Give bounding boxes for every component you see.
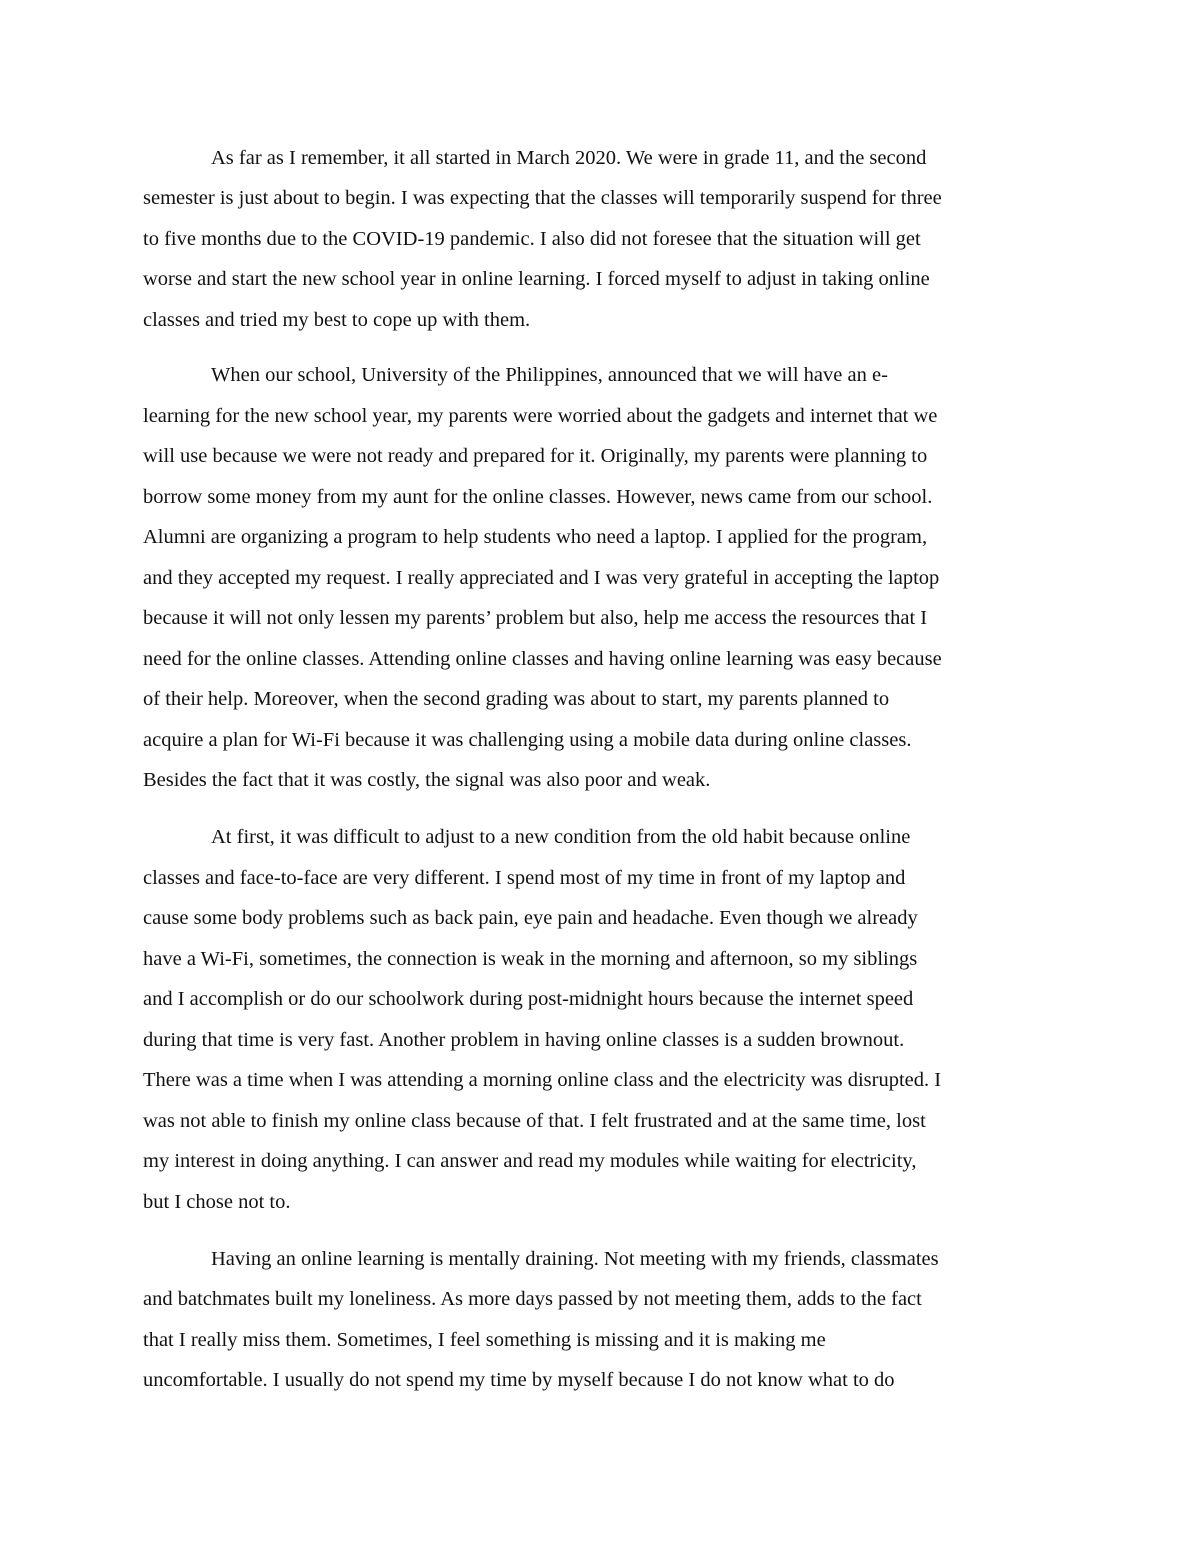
paragraph-line: semester is just about to begin. I was expecting that the classes will temporarily suspend for three <box>143 187 942 209</box>
paragraph-line: that I really miss them. Sometimes, I feel something is missing and it is making me <box>143 1329 826 1351</box>
paragraph-line: learning for the new school year, my parents were worried about the gadgets and internet that we <box>143 405 938 427</box>
paragraph-line: classes and tried my best to cope up with them. <box>143 309 531 331</box>
paragraph-line: Besides the fact that it was costly, the signal was also poor and weak. <box>143 769 711 791</box>
paragraph-line: worse and start the new school year in online learning. I forced myself to adjust in taking online <box>143 268 930 290</box>
paragraph-line: At first, it was difficult to adjust to a new condition from the old habit because online <box>211 826 911 848</box>
paragraph-line: cause some body problems such as back pain, eye pain and headache. Even though we already <box>143 907 918 929</box>
paragraph-line: have a Wi-Fi, sometimes, the connection is weak in the morning and afternoon, so my siblings <box>143 948 918 970</box>
paragraph-line: to five months due to the COVID-19 pandemic. I also did not foresee that the situation will get <box>143 228 921 250</box>
paragraph-line: Alumni are organizing a program to help students who need a laptop. I applied for the program, <box>143 526 928 548</box>
paragraph-line: of their help. Moreover, when the second grading was about to start, my parents planned to <box>143 688 890 710</box>
paragraph-line: my interest in doing anything. I can answer and read my modules while waiting for electricity, <box>143 1150 917 1172</box>
paragraph-line: and batchmates built my loneliness. As more days passed by not meeting them, adds to the fact <box>143 1288 922 1310</box>
paragraph-line: When our school, University of the Philippines, announced that we will have an e- <box>211 364 888 386</box>
paragraph-line: Having an online learning is mentally draining. Not meeting with my friends, classmates <box>211 1248 939 1270</box>
paragraph-line: uncomfortable. I usually do not spend my time by myself because I do not know what to do <box>143 1369 895 1391</box>
paragraph-line: and I accomplish or do our schoolwork during post-midnight hours because the internet speed <box>143 988 914 1010</box>
paragraph-line: As far as I remember, it all started in March 2020. We were in grade 11, and the second <box>211 147 927 169</box>
paragraph-line: because it will not only lessen my parents’ problem but also, help me access the resources that I <box>143 607 928 629</box>
paragraph-line: classes and face-to-face are very different. I spend most of my time in front of my laptop and <box>143 867 906 889</box>
paragraph-line: was not able to finish my online class because of that. I felt frustrated and at the same time, lost <box>143 1110 926 1132</box>
paragraph-line: will use because we were not ready and prepared for it. Originally, my parents were planning to <box>143 445 928 467</box>
paragraph-line: and they accepted my request. I really appreciated and I was very grateful in accepting the laptop <box>143 567 940 589</box>
paragraph-line: borrow some money from my aunt for the online classes. However, news came from our school. <box>143 486 933 508</box>
paragraph-line: during that time is very fast. Another problem in having online classes is a sudden brownout. <box>143 1029 905 1051</box>
paragraph-line: need for the online classes. Attending online classes and having online learning was easy because <box>143 648 942 670</box>
paragraph-line: acquire a plan for Wi-Fi because it was challenging using a mobile data during online classes. <box>143 729 912 751</box>
paragraph-line: There was a time when I was attending a morning online class and the electricity was disrupted. I <box>143 1069 942 1091</box>
paragraph-line: but I chose not to. <box>143 1191 291 1213</box>
